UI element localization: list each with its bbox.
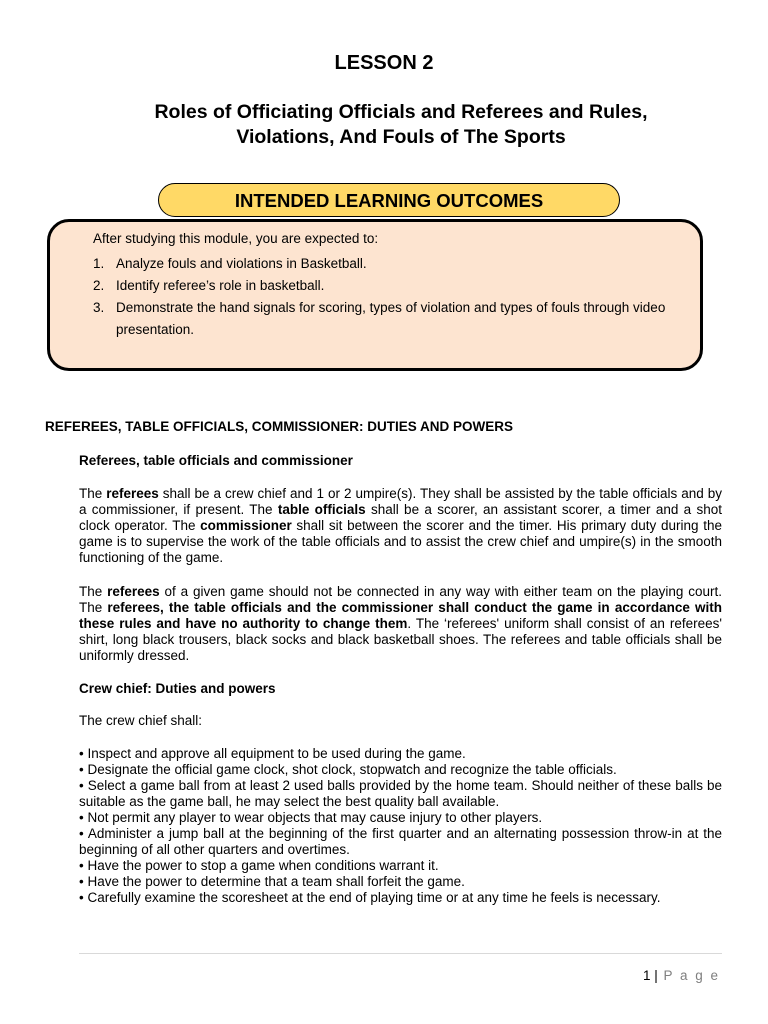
title-line-2: Violations, And Fouls of The Sports xyxy=(236,126,566,148)
title-line-1: Roles of Officiating Officials and Referees and Rules, xyxy=(154,101,648,123)
list-item: • Inspect and approve all equipment to be used during the game. xyxy=(79,746,466,761)
crew-chief-duties-list xyxy=(79,746,722,906)
subheading-officials: Referees, table officials and commissioner xyxy=(79,453,353,468)
bold-term: table officials xyxy=(277,502,366,517)
paragraph-officials xyxy=(79,486,722,566)
list-item: • Administer a jump ball at the beginning of the first quarter and an alternating possession throw-in at the beginning of all other quarters and overtimes. xyxy=(79,826,722,857)
page-label: P a g e xyxy=(657,968,720,983)
item-number: 2. xyxy=(93,278,105,293)
lesson-number: LESSON 2 xyxy=(334,52,434,74)
learning-outcome-item xyxy=(93,253,673,275)
crew-chief-intro: The crew chief shall: xyxy=(79,713,203,728)
text: The xyxy=(79,486,107,501)
page-title xyxy=(60,100,742,150)
text: of a given game should not be connected in any way with either team on the playing court. The xyxy=(79,584,723,615)
bold-term: referees xyxy=(106,486,159,501)
section-heading: REFEREES, TABLE OFFICIALS, COMMISSIONER: DUTIES AND POWERS xyxy=(45,419,514,434)
paragraph-referees xyxy=(79,584,722,664)
list-item: • Select a game ball from at least 2 used balls provided by the home team. Should neither of these balls be suitable as the game ball, he may select the best quality ball available. xyxy=(79,778,722,809)
item-text: Identify referee’s role in basketball. xyxy=(116,278,325,293)
text: shall be a scorer, an assistant scorer, a timer and a shot clock operator. The xyxy=(79,502,722,533)
learning-outcome-item xyxy=(93,275,673,297)
list-item: • Have the power to stop a game when conditions warrant it. xyxy=(79,858,439,873)
text: . The ‘referees' uniform shall consist of an referees' shirt, long black trousers, black socks and black basketball shoes. The referees and table officials shall be uniformly dressed. xyxy=(79,616,722,663)
learning-outcomes-list xyxy=(93,253,673,341)
item-text: Analyze fouls and violations in Basketball. xyxy=(116,256,367,271)
bold-term: referees, the table officials and the commissioner shall conduct the game in accordance with these rules and have no authority to change them xyxy=(79,600,723,631)
list-item: • Have the power to determine that a team shall forfeit the game. xyxy=(79,874,465,889)
subheading-crew-chief: Crew chief: Duties and powers xyxy=(79,681,276,696)
list-item: • Carefully examine the scoresheet at the end of playing time or at any time he feels is necessary. xyxy=(79,890,661,905)
item-text: Demonstrate the hand signals for scoring, types of violation and types of fouls through video presentation. xyxy=(116,300,666,337)
learning-outcomes-intro: After studying this module, you are expected to: xyxy=(93,231,379,246)
text: The xyxy=(79,584,108,599)
learning-outcomes-heading: INTENDED LEARNING OUTCOMES xyxy=(158,183,620,217)
footer-divider xyxy=(79,953,722,954)
bold-term: referees xyxy=(107,584,160,599)
list-item: • Designate the official game clock, shot clock, stopwatch and recognize the table officials. xyxy=(79,762,617,777)
page-number: 1 | xyxy=(642,968,658,983)
text: shall be a crew chief and 1 or 2 umpire(s). They shall be assisted by the table officials and by a commissioner, if present. The xyxy=(79,486,722,517)
learning-outcome-item xyxy=(93,297,673,341)
text: shall sit between the scorer and the timer. His primary duty during the game is to supervise the work of the table officials and to assist the crew chief and umpire(s) in the smooth functioning of the game. xyxy=(79,518,722,565)
item-number: 1. xyxy=(93,256,105,271)
page-footer xyxy=(643,968,720,983)
bold-term: commissioner xyxy=(200,518,292,533)
list-item: • Not permit any player to wear objects that may cause injury to other players. xyxy=(79,810,543,825)
item-number: 3. xyxy=(93,300,105,315)
